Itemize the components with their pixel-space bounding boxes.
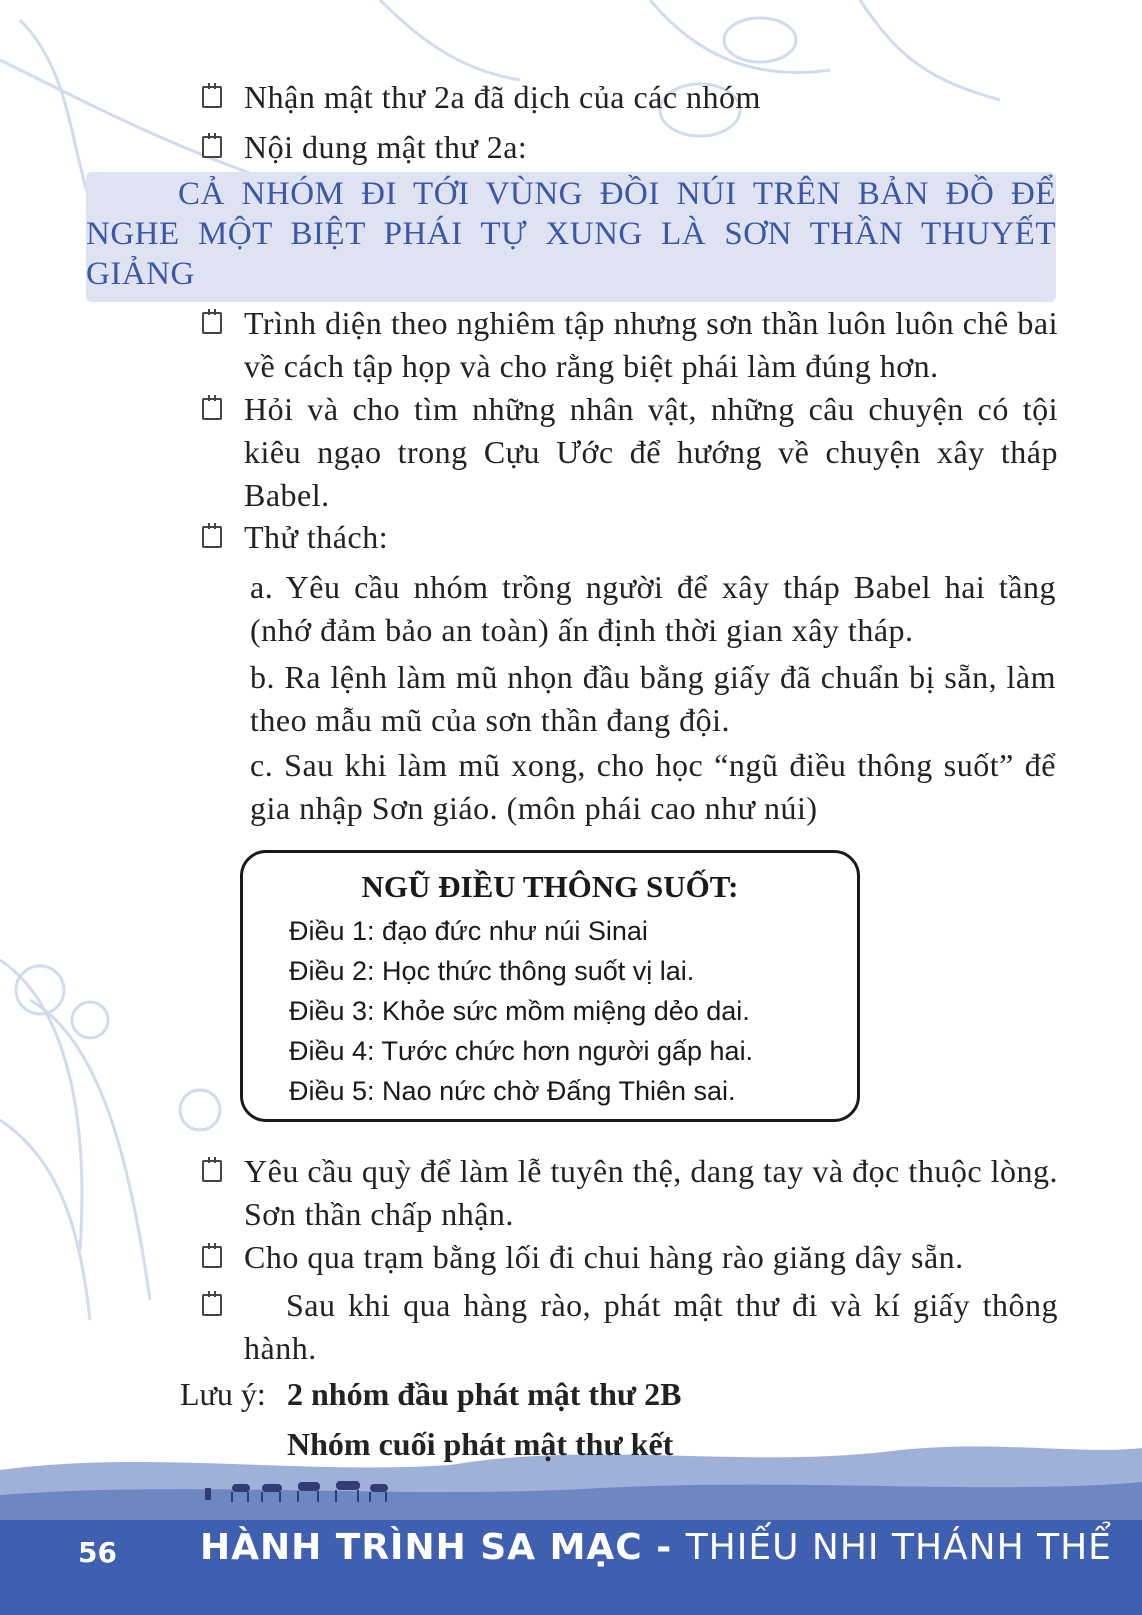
checkbox-icon — [202, 136, 222, 158]
challenge-c: c. Sau khi làm mũ xong, cho học “ngũ điều thông suốt” để gia nhập Sơn giáo. (môn phái cao như núi) — [250, 747, 1056, 826]
rules-box — [240, 850, 860, 1122]
rules-list — [289, 911, 753, 1111]
rule-item: Điều 2: Học thức thông suốt vị lai. — [289, 956, 695, 986]
checklist-item-text: Yêu cầu quỳ để làm lễ tuyên thệ, dang tay và đọc thuộc lòng. Sơn thần chấp nhận. — [244, 1153, 1058, 1232]
checklist-item — [202, 516, 1058, 559]
checklist-item — [202, 302, 1058, 388]
challenge-a: a. Yêu cầu nhóm trồng người để xây tháp Babel hai tầng (nhớ đảm bảo an toàn) ấn định thời gian xây tháp. — [250, 569, 1056, 648]
checkbox-icon — [202, 1246, 222, 1268]
checklist-item — [202, 1284, 1058, 1370]
checkbox-icon — [202, 312, 222, 334]
rule-item: Điều 5: Nao nức chờ Đấng Thiên sai. — [289, 1076, 736, 1106]
note-line-1 — [287, 1374, 681, 1414]
highlight-banner-text: CẢ NHÓM ĐI TỚI VÙNG ĐỒI NÚI TRÊN BẢN ĐỒ ĐỂ NGHE MỘT BIỆT PHÁI TỰ XUNG LÀ SƠN THẦN THUYẾT GIẢNG — [86, 176, 1056, 292]
checklist-item-text: Trình diện theo nghiêm tập nhưng sơn thần luôn luôn chê bai về cách tập họp và cho rằng biệt phái làm đúng hơn. — [244, 305, 1058, 384]
checklist-item — [202, 1150, 1058, 1236]
note-label: Lưu ý: — [180, 1376, 266, 1412]
checkbox-icon — [202, 1160, 222, 1182]
checklist-item-text: Hỏi và cho tìm những nhân vật, những câu chuyện có tội kiêu ngạo trong Cựu Ước để hướng về chuyện xây tháp Babel. — [244, 391, 1058, 513]
rule-item: Điều 4: Tước chức hơn người gấp hai. — [289, 1036, 754, 1066]
rules-title: NGŨ ĐIỀU THÔNG SUỐT: — [361, 869, 739, 904]
checkbox-icon — [202, 526, 222, 548]
checklist-item — [202, 388, 1058, 517]
footer-title — [200, 1527, 1112, 1568]
checkbox-icon — [202, 86, 222, 108]
footer-title-light: THIẾU NHI THÁNH THỂ — [685, 1527, 1112, 1568]
rule-item: Điều 1: đạo đức như núi Sinai — [289, 916, 648, 946]
checklist-item — [202, 126, 1052, 169]
checklist-item-text: Nội dung mật thư 2a: — [244, 129, 528, 165]
checklist-item — [202, 1236, 1058, 1279]
checklist-item-text: Sau khi qua hàng rào, phát mật thư đi và kí giấy thông hành. — [244, 1287, 1058, 1366]
note-line-2 — [287, 1424, 673, 1464]
checklist-item — [202, 76, 1052, 119]
checklist-item-text: Thử thách: — [244, 519, 389, 555]
checklist-item-text: Cho qua trạm bằng lối đi chui hàng rào giăng dây sẵn. — [244, 1239, 964, 1275]
checklist-item-text: Nhận mật thư 2a đã dịch của các nhóm — [244, 79, 761, 115]
page-number: 56 — [78, 1536, 117, 1569]
challenge-b: b. Ra lệnh làm mũ nhọn đầu bằng giấy đã chuẩn bị sẵn, làm theo mẫu mũ của sơn thần đang đội. — [250, 659, 1056, 738]
footer-title-bold: HÀNH TRÌNH SA MẠC — [200, 1527, 643, 1568]
note-line-1-text: 2 nhóm đầu phát mật thư 2B — [287, 1376, 682, 1412]
checkbox-icon — [202, 1294, 222, 1316]
footer-title-separator: - — [642, 1527, 686, 1568]
checkbox-icon — [202, 398, 222, 420]
note-line-2-text: Nhóm cuối phát mật thư kết — [287, 1426, 674, 1462]
rule-item: Điều 3: Khỏe sức mồm miệng dẻo dai. — [289, 996, 750, 1026]
